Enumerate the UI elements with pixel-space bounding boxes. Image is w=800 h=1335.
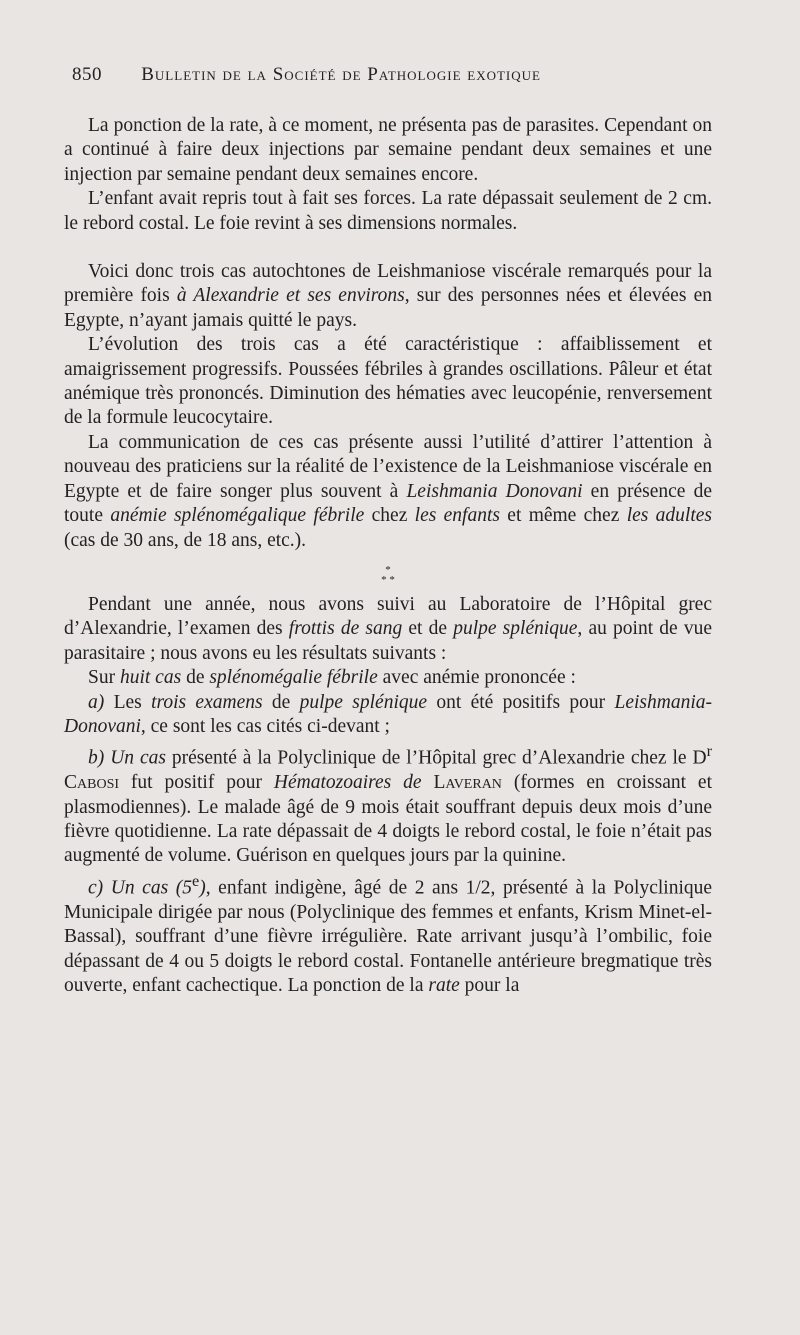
- paragraph-3: Voici donc trois cas autochtones de Leishmaniose viscérale remarqués pour la première fois à Alexandrie et ses environs, sur des personnes nées et élevées en Egypte, n’ayant jamais quitté le pays.: [64, 261, 712, 331]
- paragraph-6: Pendant une année, nous avons suivi au Laboratoire de l’Hôpital grec d’Alexandrie, l’examen des frottis de sang et de pulpe splénique, au point de vue parasitaire ; nous avons eu les résultats suivants :: [64, 593, 712, 664]
- paragraph-8: a) Les trois examens de pulpe splénique ont été positifs pour Leishmania-Donovani, ce sont les cas cités ci-devant ;: [64, 691, 712, 737]
- paragraph-9: b) Un cas présenté à la Polyclinique de l’Hôpital grec d’Alexandrie chez le $D^r$ Cabosi fut positif pour Hématozoaires de Laveran (formes en croissant et plasmodiennes). Le malade âgé de 9 mois était souffrant depuis deux mois d’une fièvre quotidienne. La rate dépassait de 4 doigts le rebord costal, le foie n’était pas augmenté de volume. Guérison en quelques jours par la quinine.: [64, 742, 713, 867]
- separator-star-top: *: [385, 563, 391, 576]
- paragraph-1: La ponction de la rate, à ce moment, ne présenta pas de parasites. Cependant on a continué à faire deux injections par semaine pendant deux semaines et une injection par semaine pendant deux semaines encore.: [64, 115, 712, 185]
- page-number: 850: [72, 64, 102, 85]
- paragraph-7: Sur huit cas de splénomégalie fébrile avec anémie prononcée :: [88, 667, 576, 689]
- separator-stars-bottom: * *: [381, 573, 395, 586]
- journal-title: Bulletin de la Société de Pathologie exotique: [141, 64, 541, 85]
- paragraph-5: La communication de ces cas présente aussi l’utilité d’attirer l’attention à nouveau des praticiens sur la réalité de l’existence de la Leishmaniose viscérale en Egypte et de faire songer plus souvent à Leishmania Donovani en présence de toute anémie splénomégalique fébrile chez les enfants et même chez les adultes (cas de 30 ans, de 18 ans, etc.).: [64, 431, 712, 551]
- paragraph-4: L’évolution des trois cas a été caractéristique : affaiblissement et amaigrissement progressifs. Poussées fébriles à grandes oscillations. Pâleur et état anémique très prononcés. Diminution des hématies avec leucopénie, renversement de la formule leucocytaire.: [64, 334, 712, 429]
- running-header: [72, 64, 541, 86]
- body-text: [64, 114, 712, 998]
- paragraph-10: c) Un cas (5e), enfant indigène, âgé de 2 ans 1/2, présenté à la Polyclinique Municipale dirigée par nous (Polyclinique des femmes et enfants, Krism Minet-el-Bassal), souffrant d’une fièvre irrégulière. Rate arrivant jusqu’à l’ombilic, foie dépassant de 4 ou 5 doigts le rebord costal. Fontanelle antérieure bregmatique très ouverte, enfant cachectique. La ponction de la rate pour la: [64, 871, 713, 996]
- section-separator: [64, 565, 712, 585]
- paragraph-2: L’enfant avait repris tout à fait ses forces. La rate dépassait seulement de 2 cm. le rebord costal. Le foie revint à ses dimensions normales.: [64, 188, 712, 234]
